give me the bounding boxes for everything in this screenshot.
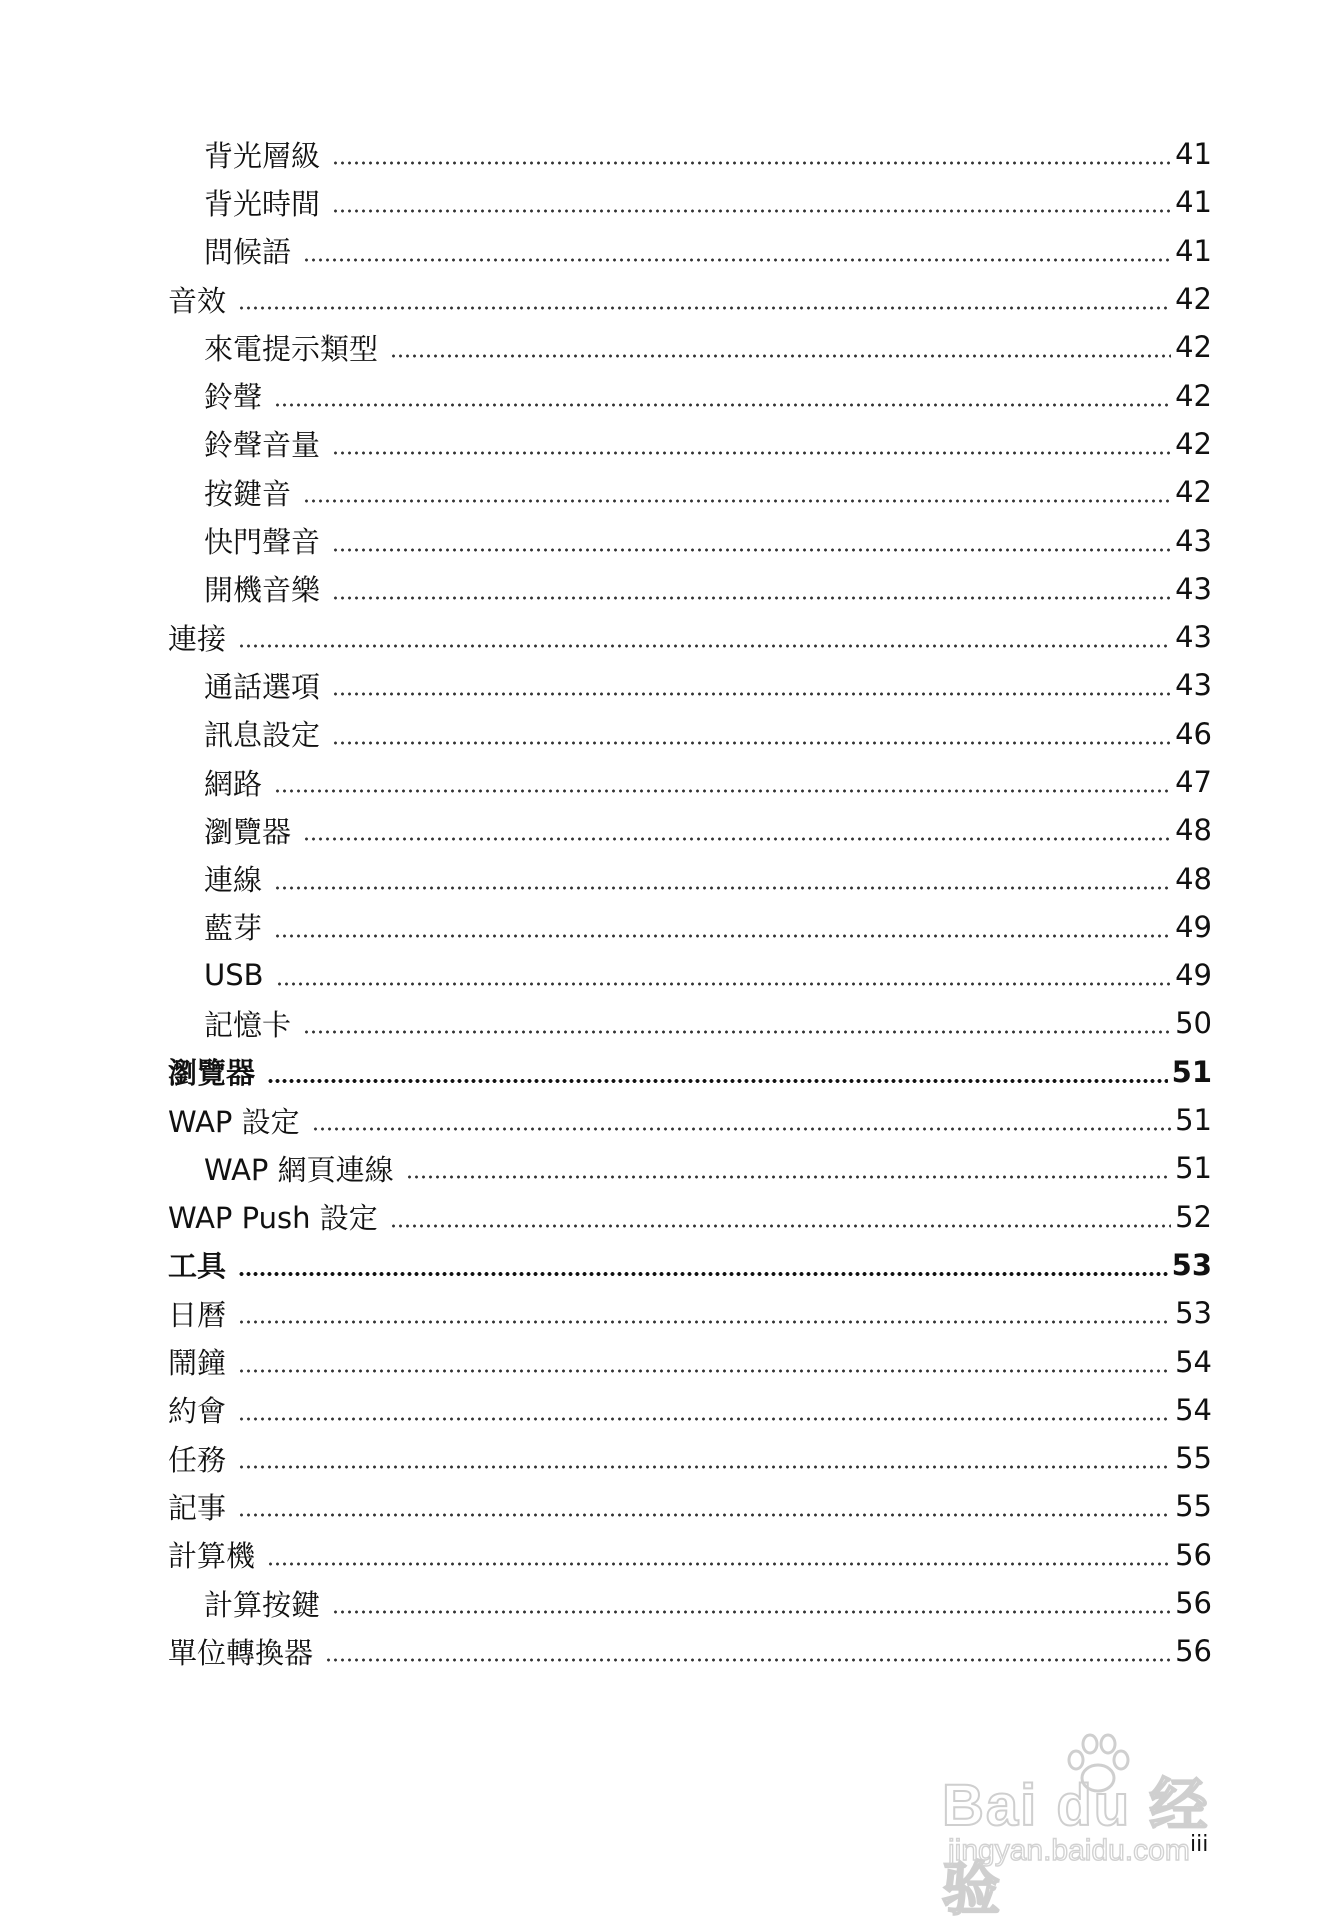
dot-leader xyxy=(406,1175,1171,1179)
dot-leader xyxy=(276,982,1172,986)
page-number: iii xyxy=(1190,1832,1209,1857)
toc-entry[interactable] xyxy=(168,516,1212,564)
table-of-contents xyxy=(168,130,1212,1676)
toc-entry[interactable] xyxy=(168,1096,1212,1144)
watermark-url: jingyan.baidu.com xyxy=(948,1834,1190,1867)
toc-entry-label: WAP Push 設定 xyxy=(168,1201,378,1236)
toc-entry-page: 48 xyxy=(1175,861,1212,896)
paw-icon xyxy=(1058,1730,1138,1800)
toc-entry-label: 藍芽 xyxy=(204,911,263,946)
toc-entry-page: 55 xyxy=(1175,1489,1212,1524)
toc-entry-page: 48 xyxy=(1175,813,1212,848)
toc-entry[interactable] xyxy=(168,1531,1212,1579)
toc-entry[interactable] xyxy=(168,710,1212,758)
dot-leader xyxy=(238,644,1171,648)
toc-entry-page: 51 xyxy=(1171,1054,1212,1089)
toc-entry[interactable] xyxy=(168,275,1212,323)
toc-entry-page: 53 xyxy=(1175,1296,1212,1331)
toc-entry-label: 日曆 xyxy=(168,1297,227,1332)
toc-entry[interactable] xyxy=(168,420,1212,468)
dot-leader xyxy=(267,1562,1171,1566)
toc-entry[interactable] xyxy=(168,854,1212,902)
toc-entry[interactable] xyxy=(168,1193,1212,1241)
dot-leader xyxy=(238,1369,1171,1373)
toc-entry-page: 56 xyxy=(1175,1537,1212,1572)
toc-entry[interactable] xyxy=(168,1627,1212,1675)
toc-entry-label: 記事 xyxy=(168,1490,227,1525)
toc-entry-page: 51 xyxy=(1175,1103,1212,1138)
dot-leader xyxy=(303,1030,1171,1034)
dot-leader xyxy=(238,1320,1171,1324)
toc-entry-label: 記憶卡 xyxy=(204,1007,292,1042)
toc-entry-label: 鬧鐘 xyxy=(168,1346,227,1381)
toc-entry-label: 單位轉換器 xyxy=(168,1635,314,1670)
toc-entry-page: 56 xyxy=(1175,1586,1212,1621)
toc-entry[interactable] xyxy=(168,227,1212,275)
toc-entry-label: 背光時間 xyxy=(204,186,321,221)
watermark-brand: Bai du 经验 xyxy=(942,1773,1210,1922)
dot-leader xyxy=(390,354,1171,358)
toc-entry[interactable] xyxy=(168,758,1212,806)
toc-entry-label: 計算機 xyxy=(168,1539,256,1574)
toc-entry-label: 背光層級 xyxy=(204,138,321,173)
toc-entry-page: 49 xyxy=(1175,958,1212,993)
toc-entry[interactable] xyxy=(168,468,1212,516)
dot-leader xyxy=(274,789,1171,793)
toc-entry-label: 鈴聲音量 xyxy=(204,428,321,463)
toc-entry[interactable] xyxy=(168,613,1212,661)
toc-entry[interactable] xyxy=(168,1048,1212,1096)
toc-entry-page: 41 xyxy=(1175,233,1212,268)
toc-entry[interactable] xyxy=(168,1579,1212,1627)
dot-leader xyxy=(332,161,1171,165)
toc-entry-page: 41 xyxy=(1175,185,1212,220)
toc-entry-label: 開機音樂 xyxy=(204,573,321,608)
toc-entry-label: 來電提示類型 xyxy=(204,331,379,366)
toc-entry-label: 通話選項 xyxy=(204,669,321,704)
dot-leader xyxy=(238,1417,1171,1421)
toc-entry-page: 51 xyxy=(1175,1151,1212,1186)
toc-entry-label: 瀏覽器 xyxy=(168,1056,256,1091)
toc-entry[interactable] xyxy=(168,1289,1212,1337)
toc-entry[interactable] xyxy=(168,1482,1212,1530)
dot-leader xyxy=(312,1127,1171,1131)
watermark xyxy=(930,1730,1260,1922)
toc-entry-page: 43 xyxy=(1175,523,1212,558)
dot-leader xyxy=(303,837,1171,841)
toc-entry-page: 52 xyxy=(1175,1199,1212,1234)
toc-entry-label: 計算按鍵 xyxy=(204,1587,321,1622)
toc-entry[interactable] xyxy=(168,130,1212,178)
toc-entry-label: 按鍵音 xyxy=(204,476,292,511)
dot-leader xyxy=(238,1465,1171,1469)
toc-entry[interactable] xyxy=(168,1241,1212,1289)
dot-leader xyxy=(390,1224,1171,1228)
toc-entry-page: 43 xyxy=(1175,571,1212,606)
toc-entry[interactable] xyxy=(168,1386,1212,1434)
toc-entry-page: 43 xyxy=(1175,620,1212,655)
toc-entry-label: 瀏覽器 xyxy=(204,814,292,849)
toc-entry[interactable] xyxy=(168,371,1212,419)
toc-entry[interactable] xyxy=(168,565,1212,613)
toc-entry-label: WAP 設定 xyxy=(168,1104,300,1139)
dot-leader xyxy=(238,306,1171,310)
toc-entry-label: 任務 xyxy=(168,1442,227,1477)
toc-entry-page: 56 xyxy=(1175,1634,1212,1669)
toc-entry-label: 連線 xyxy=(204,863,263,898)
toc-entry-page: 55 xyxy=(1175,1441,1212,1476)
dot-leader xyxy=(332,1610,1171,1614)
toc-entry-label: 快門聲音 xyxy=(204,525,321,560)
toc-entry-page: 43 xyxy=(1175,668,1212,703)
toc-entry-label: 訊息設定 xyxy=(204,718,321,753)
toc-entry-label: 工具 xyxy=(168,1249,227,1284)
toc-entry-page: 54 xyxy=(1175,1344,1212,1379)
dot-leader xyxy=(267,1079,1168,1083)
toc-entry-label: WAP 網頁連線 xyxy=(204,1152,394,1187)
dot-leader xyxy=(325,1658,1171,1662)
dot-leader xyxy=(274,403,1171,407)
toc-entry[interactable] xyxy=(168,1434,1212,1482)
toc-entry-page: 54 xyxy=(1175,1392,1212,1427)
toc-entry-page: 47 xyxy=(1175,765,1212,799)
toc-entry[interactable] xyxy=(168,806,1212,854)
dot-leader xyxy=(274,886,1171,890)
dot-leader xyxy=(274,934,1171,938)
dot-leader xyxy=(332,451,1171,455)
toc-entry-label: USB xyxy=(204,958,264,993)
toc-entry-label: 鈴聲 xyxy=(204,380,263,415)
toc-entry[interactable] xyxy=(168,661,1212,709)
toc-entry[interactable] xyxy=(168,903,1212,951)
dot-leader xyxy=(332,548,1171,552)
dot-leader xyxy=(332,692,1171,696)
toc-entry[interactable] xyxy=(168,1337,1212,1385)
toc-entry[interactable] xyxy=(168,178,1212,226)
dot-leader xyxy=(303,258,1171,262)
toc-entry-page: 53 xyxy=(1171,1247,1212,1282)
toc-entry-page: 41 xyxy=(1175,137,1212,172)
toc-entry-label: 音效 xyxy=(168,283,227,318)
toc-entry-label: 問候語 xyxy=(204,235,292,270)
toc-entry-label: 連接 xyxy=(168,621,227,656)
toc-entry-page: 42 xyxy=(1175,426,1212,461)
dot-leader xyxy=(303,499,1171,503)
toc-entry-page: 42 xyxy=(1175,330,1212,365)
toc-entry-page: 46 xyxy=(1175,716,1212,751)
dot-leader xyxy=(238,1272,1168,1276)
toc-entry-page: 42 xyxy=(1175,378,1212,413)
toc-entry[interactable] xyxy=(168,323,1212,371)
toc-entry-label: 網路 xyxy=(204,766,263,801)
dot-leader xyxy=(332,209,1171,213)
dot-leader xyxy=(238,1513,1171,1517)
dot-leader xyxy=(332,741,1171,745)
toc-entry-page: 49 xyxy=(1175,909,1212,944)
dot-leader xyxy=(332,596,1171,600)
toc-entry[interactable] xyxy=(168,1144,1212,1192)
toc-entry-page: 42 xyxy=(1175,282,1212,317)
toc-entry-page: 50 xyxy=(1175,1006,1212,1041)
toc-entry[interactable] xyxy=(168,951,1212,999)
toc-entry-page: 42 xyxy=(1175,475,1212,510)
toc-entry[interactable] xyxy=(168,999,1212,1047)
toc-entry-label: 約會 xyxy=(168,1394,227,1429)
